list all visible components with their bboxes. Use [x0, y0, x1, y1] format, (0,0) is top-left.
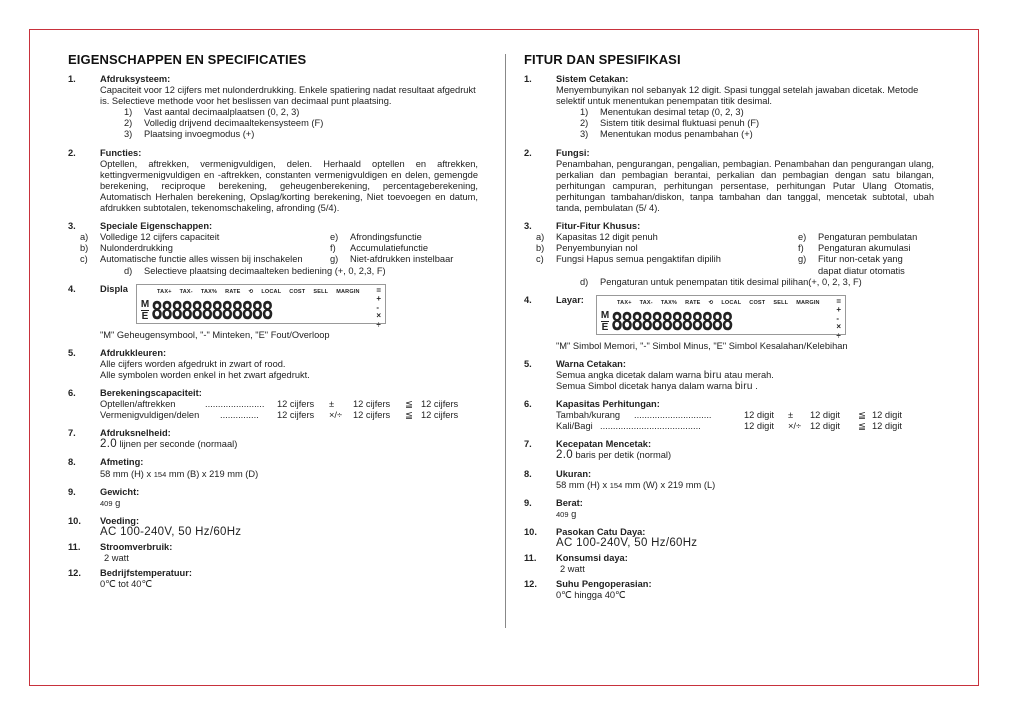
text-lcd-labels-8: MARGIN [336, 288, 360, 295]
text-left-s8-a: 58 mm (H) x [100, 468, 152, 479]
text-left-s11-num: 11. [68, 542, 81, 552]
text-left-s6-r2-v2: 12 cijfers [353, 410, 391, 421]
dutch-section-11 [68, 542, 478, 564]
list-item [599, 306, 841, 336]
list-item [774, 243, 924, 254]
text-right-s1-items-1-k: 2) [580, 118, 589, 129]
text-left-s5-head: Afdrukkleuren: [100, 347, 167, 358]
text-left-s3-head: Speciale Eigenschappen: [100, 221, 213, 232]
text-right-s8-c: mm (W) x 219 mm (L) [624, 479, 716, 490]
text-right-s3-items-1-k: e) [798, 232, 807, 243]
text-right-s6-r1-op: ± [788, 410, 794, 421]
text-right-s2-head: Fungsi: [556, 147, 590, 158]
text-left-s6-r1-v3: 12 cijfers [421, 399, 459, 410]
text-right-s4-head: Layar: [556, 294, 584, 305]
text-left-s1-items-1-t: Volledig drijvend decimaaltekensysteem (F) [144, 118, 324, 129]
list-item [774, 232, 924, 243]
text-right-s4-caption: "M" Simbol Memori, "-" Simbol Minus, "E" Simbol Kesalahan/Kelebihan [556, 340, 848, 351]
text-left-s2-head: Functies: [100, 147, 142, 158]
list-item [56, 232, 306, 243]
text-right-s3-items-5-k: g) [798, 254, 807, 265]
text-right-s1-items-2-k: 3) [580, 129, 589, 140]
capacity-row [556, 421, 934, 432]
lcd-me-indicator [599, 311, 611, 332]
list-item [100, 129, 478, 140]
text-left-s6-r2-v3: 12 cijfers [421, 410, 459, 421]
lcd-operators [376, 287, 381, 330]
indonesian-section-6 [524, 399, 934, 432]
dutch-section-10 [68, 516, 478, 538]
text-right-s8-num: 8. [524, 468, 532, 479]
indonesian-section-5 [524, 359, 934, 392]
list-item [100, 107, 478, 118]
text-right-s6-r2-op: ×/÷ [788, 421, 802, 432]
text-right-s1-items-0-k: 1) [580, 107, 589, 118]
text-left-s6-r2-label: Vermenigvuldigen/delen [100, 410, 200, 421]
text-left-s4-head: Displa [100, 283, 128, 294]
text-left-s6-r1-v2: 12 cijfers [353, 399, 391, 410]
text-left-s1-num: 1. [68, 74, 76, 84]
text-right-s1-items-1-t: Sistem titik desimal fluktuasi penuh (F) [600, 118, 760, 129]
text-lcd-labels-8: MARGIN [796, 299, 820, 306]
text-left-s1-items-1-k: 2) [124, 118, 133, 129]
text-lcd-ops-3: × [836, 322, 841, 332]
indonesian-section-11 [524, 553, 934, 575]
indonesian-section-2 [524, 148, 934, 215]
text-left-s7-head: Afdruksnelheid: [100, 428, 171, 439]
text-right-s8-b: 154 [609, 480, 623, 490]
lcd-operators [836, 298, 841, 341]
text-right-s9-head: Berat: [556, 497, 583, 508]
text-right-s11-val: 2 watt [560, 564, 585, 575]
text-lcd-ops-1: + [376, 294, 381, 304]
text-right-s9-val: 409 [556, 509, 569, 519]
text-left-s6-r1-dots: ....................... [205, 399, 265, 410]
dutch-title: EIGENSCHAPPEN EN SPECIFICATIES [68, 52, 307, 67]
text-right-s10-num: 10. [524, 526, 537, 537]
list-item [556, 118, 934, 129]
text-left-s12-num: 12. [68, 568, 81, 579]
text-left-s8-c: mm (B) x 219 mm (D) [168, 468, 259, 479]
text-lcd-labels-3: RATE [225, 288, 241, 295]
text-left-s3-items-3-k: f) [330, 243, 336, 254]
text-right-s1-head: Sistem Cetakan: [556, 74, 629, 84]
text-right-s6-r2-dots: ....................................... [600, 421, 701, 432]
text-lcd-ops-4: ÷ [376, 319, 381, 329]
text-lcd-labels-1: TAX- [639, 299, 653, 306]
text-right-s12-val: 0℃ hingga 40℃ [556, 590, 626, 601]
text-left-s4-num: 4. [68, 283, 76, 294]
indonesian-section-12 [524, 579, 934, 601]
text-lcd-labels-0: TAX+ [157, 288, 172, 295]
text-left-s11-val: 2 watt [104, 553, 129, 564]
list-item [56, 254, 306, 265]
list-item [512, 232, 774, 243]
text-left-s3-items-0-k: a) [80, 232, 89, 243]
text-right-s7-unit: baris per detik (normal) [575, 450, 672, 461]
text-right-s11-head: Konsumsi daya: [556, 553, 628, 564]
text-left-s7-val: 2.0 [100, 438, 117, 451]
text-right-s3-items-3-k: f) [798, 243, 804, 254]
text-left-s5-num: 5. [68, 347, 76, 358]
list-item [139, 295, 381, 325]
text-right-s12-num: 12. [524, 579, 537, 590]
lcd-display [136, 284, 386, 329]
text-left-s5-l2: Alle symbolen worden enkel in het zwart afgedrukt. [100, 369, 310, 380]
indonesian-title: FITUR DAN SPESIFIKASI [524, 52, 681, 67]
text-right-s7-head: Kecepatan Mencetak: [556, 439, 652, 450]
dutch-section-2 [68, 148, 478, 215]
lcd-me-indicator [139, 300, 151, 321]
text-left-s1-items-0-t: Vast aantal decimaalplaatsen (0, 2, 3) [144, 107, 300, 118]
text-right-s5-l2b: biru [734, 380, 753, 392]
text-lcd-labels-6: COST [749, 299, 766, 306]
list-item [512, 243, 774, 254]
text-left-s1-items-0-k: 1) [124, 107, 133, 118]
text-left-s12-head: Bedrijfstemperatuur: [100, 568, 192, 579]
text-right-s7-val: 2.0 [556, 449, 573, 462]
text-lcd-labels-5: LOCAL [721, 299, 742, 306]
indonesian-section-8 [524, 469, 934, 491]
text-right-s3-head: Fitur-Fitur Khusus: [556, 221, 641, 232]
text-left-s3-items-2-t: Nulonderdrukking [100, 243, 173, 254]
text-right-s4-num: 4. [524, 294, 532, 305]
text-lcd-ops-1: + [836, 305, 841, 315]
text-lcd-labels-5: LOCAL [261, 288, 282, 295]
text-left-s4-caption: "M" Geheugensymbool, "-" Minteken, "E" Fout/Overloop [100, 329, 330, 340]
text-left-s3-last-k: d) [124, 265, 133, 276]
text-lcd-ops-2: - [376, 302, 379, 312]
text-left-s9-unit: g [115, 497, 121, 508]
text-left-s8-head: Afmeting: [100, 457, 144, 468]
list-item [556, 107, 934, 118]
text-left-s1-text: Capaciteit voor 12 cijfers met nulonderdrukking. Enkele spatiering nadat resultaat afgedrukt is. Selectieve methode voor het beslissen van decimaal punt plaatsing. [100, 85, 476, 107]
text-left-s1-items-2-t: Plaatsing invoegmodus (+) [144, 129, 255, 140]
indonesian-section-10 [524, 527, 934, 549]
dutch-section-1 [68, 74, 478, 141]
text-right-s6-r1-v2: 12 digit [810, 410, 840, 421]
text-left-s3-items-4-t: Automatische functie alles wissen bij inschakelen [100, 254, 303, 265]
text-lcd-labels-7: SELL [313, 288, 329, 295]
text-left-s9-val: 409 [100, 498, 113, 508]
text-right-s2-num: 2. [524, 147, 532, 158]
text-right-s8-head: Ukuran: [556, 468, 592, 479]
text-left-s9-head: Gewicht: [100, 486, 140, 497]
text-right-s11-num: 11. [524, 553, 537, 564]
text-left-s7-unit: lijnen per seconde (normaal) [119, 439, 238, 450]
text-left-s6-head: Berekeningscapaciteit: [100, 387, 202, 398]
text-right-s3-items-2-k: b) [536, 243, 545, 254]
text-left-s6-num: 6. [68, 387, 76, 398]
text-right-s3-num: 3. [524, 221, 532, 232]
text-right-s6-r1-v1: 12 digit [744, 410, 774, 421]
text-right-s6-r2-v1: 12 digit [744, 421, 774, 432]
list-item [306, 232, 466, 243]
capacity-row [100, 410, 478, 421]
text-right-s1-num: 1. [524, 74, 532, 84]
text-left-s10-num: 10. [68, 515, 81, 526]
text-left-s6-r2-dots: ............... [220, 410, 259, 421]
text-left-s7-num: 7. [68, 428, 76, 439]
text-left-s3-last-t: Selectieve plaatsing decimaalteken bediening (+, 0, 2,3, F) [144, 265, 386, 276]
text-left-s3-num: 3. [68, 221, 76, 232]
column-divider [505, 54, 506, 628]
text-right-s6-r2-label: Kali/Bagi [556, 421, 593, 432]
capacity-row [100, 399, 478, 410]
dutch-section-9 [68, 487, 478, 509]
list-item [100, 266, 478, 277]
text-left-s6-r2-v1: 12 cijfers [277, 410, 315, 421]
dutch-section-5 [68, 348, 478, 381]
text-left-s3-items-5-t: Niet-afdrukken instelbaar [350, 254, 454, 265]
list-item [56, 243, 306, 254]
text-right-s6-r2-v3: 12 digit [872, 421, 902, 432]
text-lcd-m: M [140, 299, 150, 311]
text-lcd-e: E [601, 322, 609, 334]
list-item [556, 277, 934, 288]
text-left-s10-head: Voeding: [100, 515, 140, 526]
text-left-s6-r2-cmp: ≦ [405, 410, 413, 421]
text-right-s2-text: Penambahan, pengurangan, pengalian, pembagian. Penambahan dan pengurangan ulang, perkalian dan pembagian berantai, perkalian dan pembagian dengan satu bilangan, perhitungan campuran, perhitungan persentase, perhitungan Putar Ulang Otomatis, perhitungan tambahan/diskon, tanpa tambahan dan tanggal, mencetak subtotal, ubah tanda, pembulatan (5/ 4). [556, 158, 934, 214]
text-right-s5-num: 5. [524, 358, 532, 369]
text-right-s6-r1-dots: .............................. [634, 410, 712, 421]
text-right-s10-val: AC 100-240V, 50 Hz/60Hz [556, 537, 698, 549]
dutch-section-3 [68, 221, 478, 276]
text-right-s1-items-2-t: Menentukan modus penambahan (+) [600, 129, 753, 140]
text-right-s9-num: 9. [524, 497, 532, 508]
text-lcd-labels-1: TAX- [179, 288, 193, 295]
text-lcd-labels-4: ⟲ [248, 288, 254, 295]
text-right-s12-head: Suhu Pengoperasian: [556, 579, 652, 590]
text-left-s3-items-5-k: g) [330, 254, 339, 265]
lcd-display [596, 295, 846, 340]
text-left-s1-items-2-k: 3) [124, 129, 133, 140]
text-right-s5-l1a: Semua angka dicetak dalam warna [556, 369, 702, 380]
text-right-s3-items-5-t: Fitur non-cetak yang dapat diatur otomatis [818, 254, 905, 276]
text-left-s12-val: 0℃ tot 40℃ [100, 579, 152, 590]
list-item [306, 254, 466, 265]
text-left-s5-l1: Alle cijfers worden afgedrukt in zwart of rood. [100, 358, 286, 369]
text-left-s11-head: Stroomverbruik: [100, 542, 173, 552]
text-left-s6-r1-label: Optellen/aftrekken [100, 399, 176, 410]
list-item [556, 129, 934, 140]
text-lcd-ops-0: = [376, 285, 381, 295]
text-lcd-labels-6: COST [289, 288, 306, 295]
capacity-row [556, 410, 934, 421]
text-lcd-ops-0: = [836, 296, 841, 306]
text-left-s2-text: Optellen, aftrekken, vermenigvuldigen, delen. Herhaald optellen en aftrekken, kettingvermenigvuldigen en -aftrekken, constanten vermenigvuldigen en delen, gemengde berekening, reciproque berekening, geheugenberekening, percentageberekening, Automatisch Herhalen berekening, Opslag/korting berekening, Niet toevoegen en datum, afdrukken subtotalen, tekenomschakeling, afronding (5/4). [100, 158, 478, 214]
text-left-s2-num: 2. [68, 147, 76, 158]
dutch-section-6 [68, 388, 478, 421]
text-right-s5-l1c: atau merah. [724, 369, 774, 380]
text-right-s1-items-0-t: Menentukan desimal tetap (0, 2, 3) [600, 107, 744, 118]
list-item [306, 243, 466, 254]
dutch-column [68, 52, 478, 597]
text-right-s3-items-2-t: Penyembunyian nol [556, 243, 638, 254]
text-right-s6-r1-cmp: ≦ [858, 410, 866, 421]
indonesian-column [524, 52, 934, 608]
text-right-s8-a: 58 mm (H) x [556, 479, 608, 490]
text-lcd-labels-2: TAX% [660, 299, 678, 306]
text-right-s3-last-t: Pengaturan untuk penempatan titik desimal pilihan(+, 0, 2, 3, F) [600, 276, 862, 287]
indonesian-section-4 [524, 295, 934, 352]
text-left-s3-items-0-t: Volledige 12 cijfers capaciteit [100, 232, 220, 243]
text-left-s1-head: Afdruksysteem: [100, 74, 171, 84]
text-left-s3-items-1-t: Afrondingsfunctie [350, 232, 422, 243]
text-right-s6-num: 6. [524, 399, 532, 410]
text-lcd-labels-7: SELL [773, 299, 789, 306]
text-left-s10-val: AC 100-240V, 50 Hz/60Hz [100, 525, 242, 538]
text-right-s5-l1b: biru [703, 369, 722, 381]
text-left-s8-num: 8. [68, 457, 76, 468]
dutch-section-8 [68, 457, 478, 479]
text-left-s6-r1-op: ± [329, 399, 335, 410]
dutch-section-7 [68, 428, 478, 450]
text-right-s6-r1-v3: 12 digit [872, 410, 902, 421]
list-item [774, 254, 924, 276]
indonesian-section-7 [524, 439, 934, 461]
text-lcd-labels-0: TAX+ [617, 299, 632, 306]
dutch-section-12 [68, 568, 478, 590]
text-left-s9-num: 9. [68, 486, 76, 497]
text-lcd-labels-4: ⟲ [708, 299, 714, 306]
text-lcd-labels-3: RATE [685, 299, 701, 306]
text-right-s3-items-0-k: a) [536, 232, 545, 243]
text-left-s3-items-3-t: Accumulatiefunctie [350, 243, 429, 254]
text-lcd-e: E [141, 311, 149, 323]
list-item [100, 118, 478, 129]
lcd-digits: 888888888888 [151, 295, 272, 325]
list-item [512, 254, 774, 276]
text-lcd-m: M [600, 310, 610, 322]
text-right-s10-head: Pasokan Catu Daya: [556, 526, 646, 537]
lcd-digits: 888888888888 [611, 306, 732, 336]
text-right-s3-items-0-t: Kapasitas 12 digit penuh [556, 232, 658, 243]
dutch-section-4 [68, 284, 478, 341]
text-lcd-ops-2: - [836, 313, 839, 323]
text-right-s3-items-1-t: Pengaturan pembulatan [818, 232, 918, 243]
text-right-s5-l2a: Semua Simbol dicetak hanya dalam warna [556, 380, 733, 391]
text-left-s6-r2-op: ×/÷ [329, 410, 343, 421]
text-right-s6-r2-v2: 12 digit [810, 421, 840, 432]
text-right-s5-head: Warna Cetakan: [556, 358, 626, 369]
text-right-s6-head: Kapasitas Perhitungan: [556, 399, 660, 410]
text-left-s3-items-1-k: e) [330, 232, 339, 243]
text-left-s8-b: 154 [153, 469, 167, 479]
text-lcd-ops-3: × [376, 311, 381, 321]
text-lcd-labels-2: TAX% [200, 288, 218, 295]
text-right-s5-l2c: . [755, 380, 758, 391]
indonesian-section-9 [524, 498, 934, 520]
text-right-s6-r2-cmp: ≦ [858, 421, 866, 432]
text-right-s3-items-4-t: Fungsi Hapus semua pengaktifan dipilih [556, 254, 721, 265]
text-right-s3-items-3-t: Pengaturan akumulasi [818, 243, 911, 254]
text-left-s6-r1-v1: 12 cijfers [277, 399, 315, 410]
text-left-s6-r1-cmp: ≦ [405, 399, 413, 410]
text-right-s3-last-k: d) [580, 276, 589, 287]
text-right-s3-items-4-k: c) [536, 254, 544, 265]
indonesian-section-1 [524, 74, 934, 141]
text-right-s7-num: 7. [524, 439, 532, 450]
text-left-s3-items-4-k: c) [80, 254, 88, 265]
text-right-s9-unit: g [571, 508, 577, 519]
text-left-s3-items-2-k: b) [80, 243, 89, 254]
text-right-s6-r1-label: Tambah/kurang [556, 410, 621, 421]
text-lcd-ops-4: ÷ [836, 330, 841, 340]
text-right-s1-text: Menyembunyikan nol sebanyak 12 digit. Spasi tunggal setelah jawaban dicetak. Metode selektif untuk menentukan penempatan titik desimal. [556, 85, 919, 107]
indonesian-section-3 [524, 221, 934, 288]
